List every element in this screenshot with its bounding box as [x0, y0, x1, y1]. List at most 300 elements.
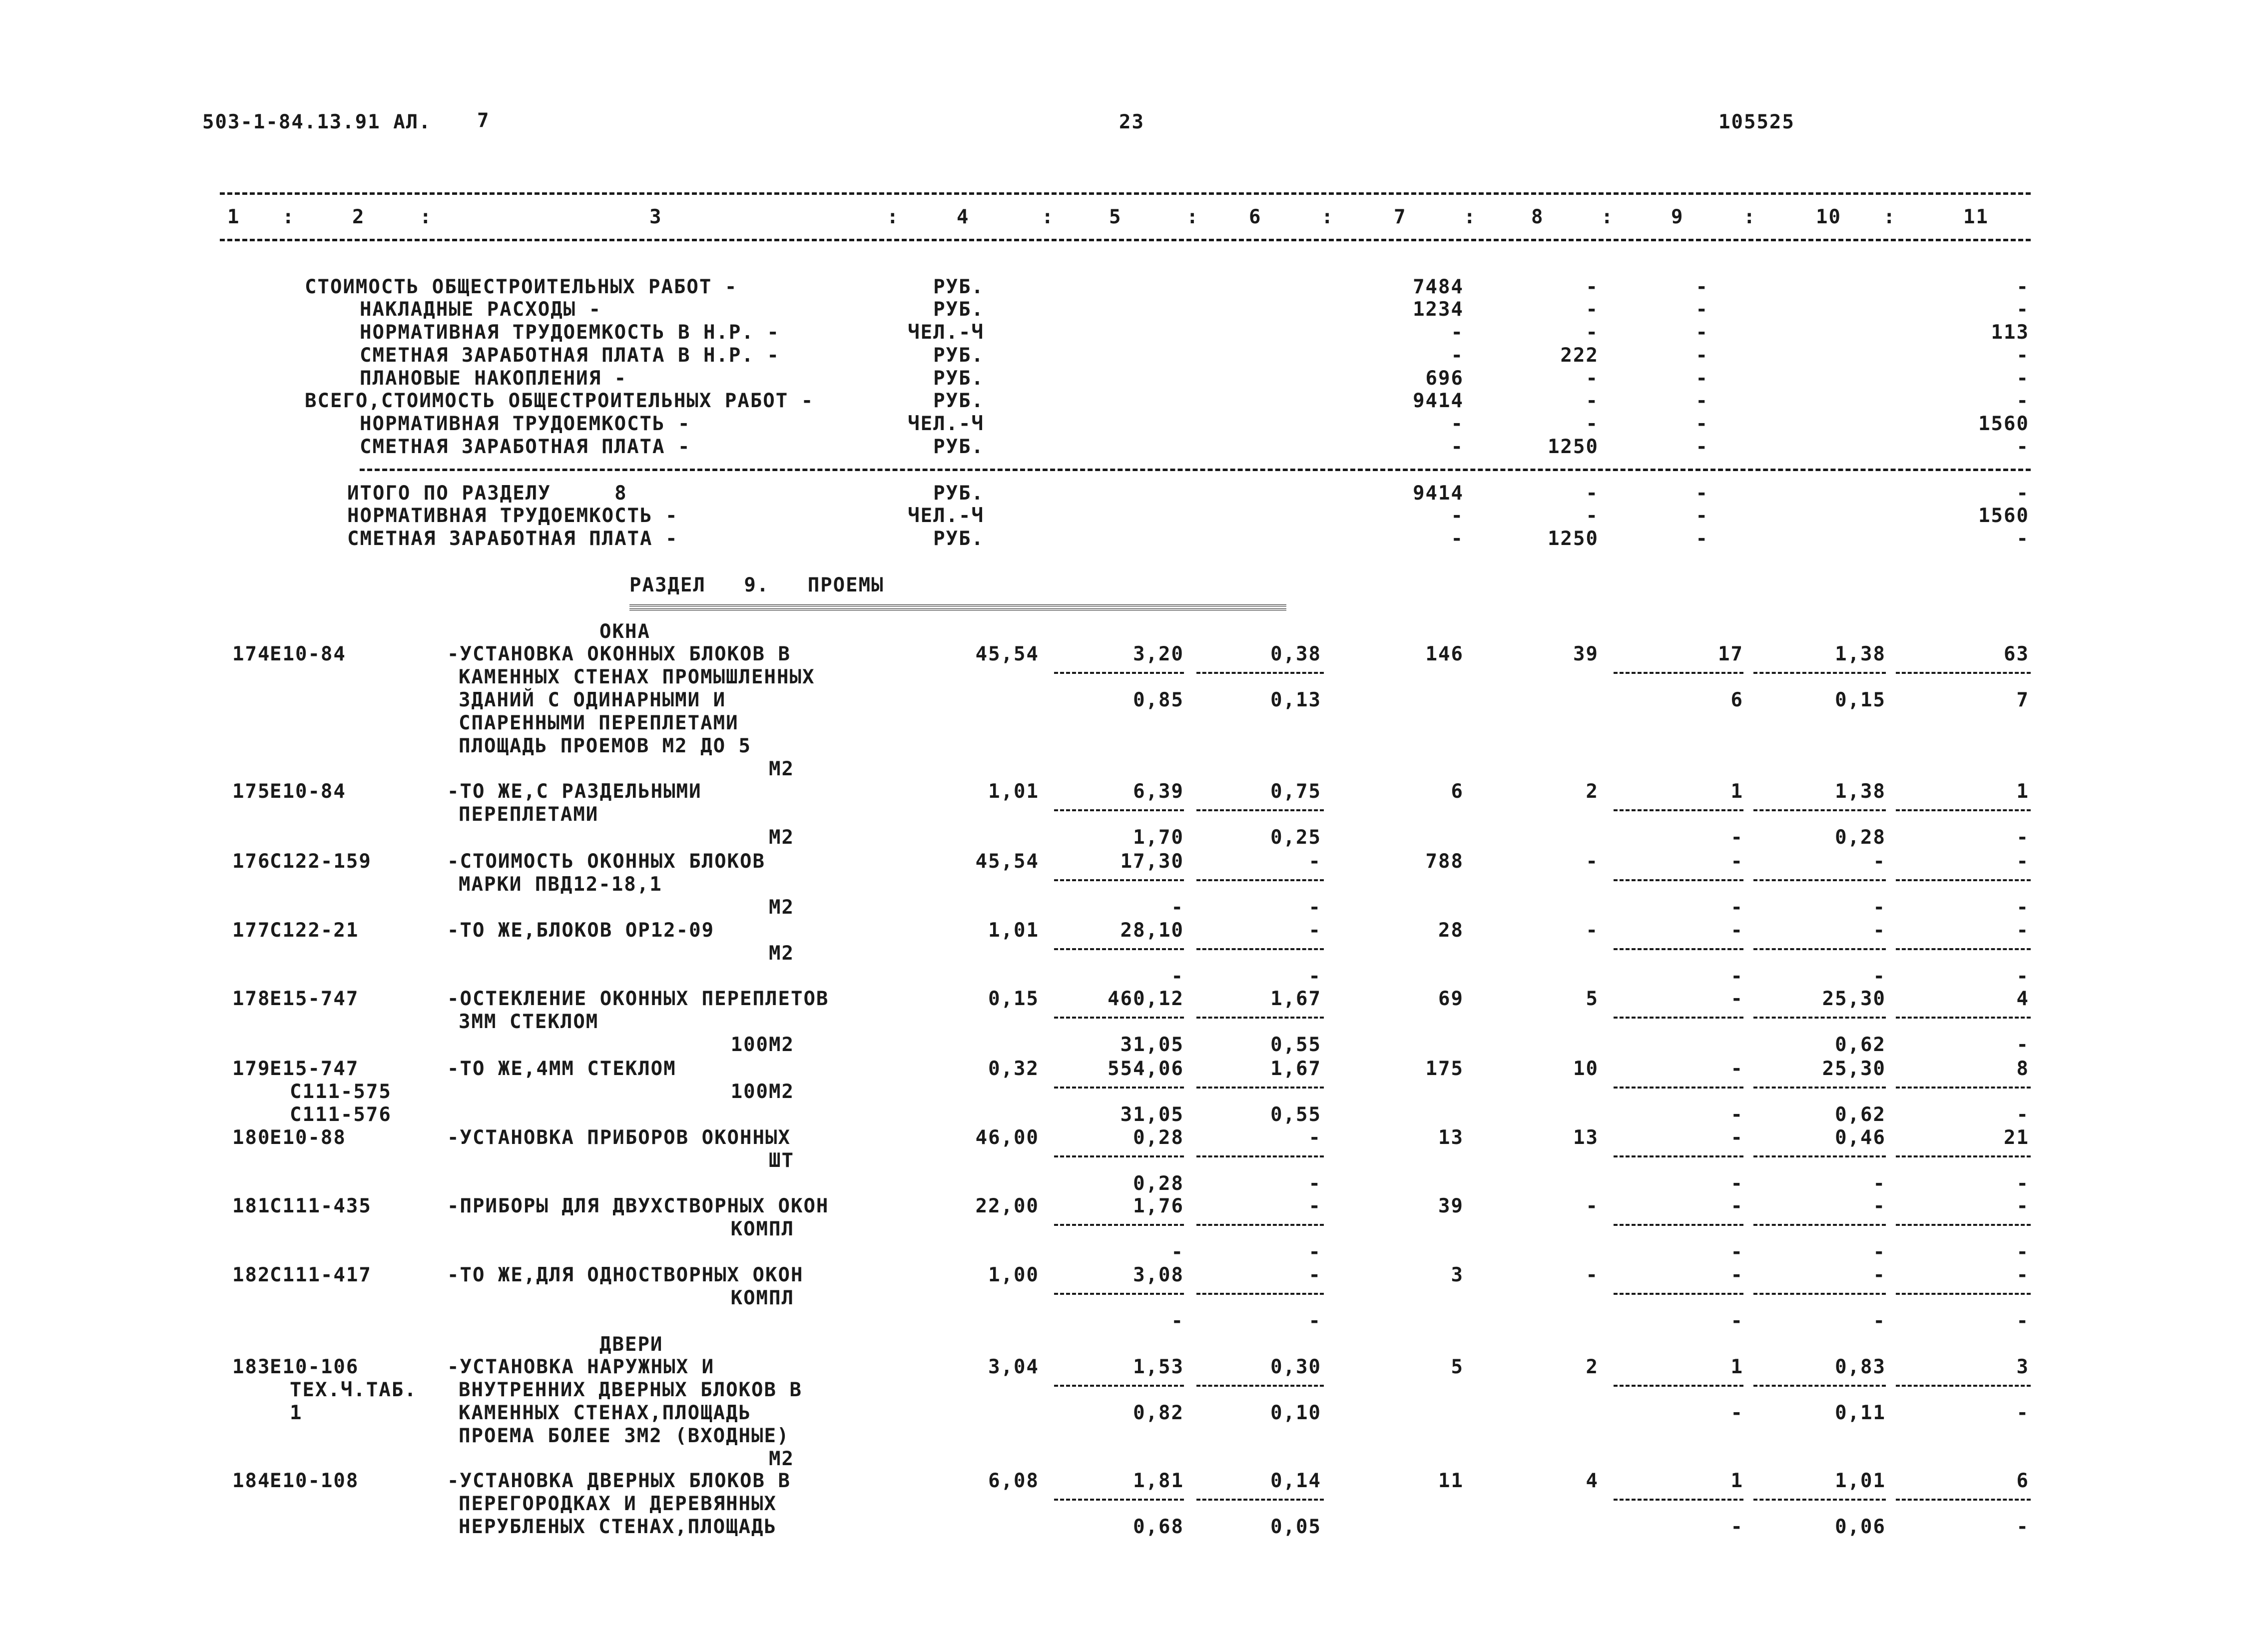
item-unit-wage: 1,67	[1270, 988, 1321, 1010]
column-header: 9	[1671, 206, 1684, 228]
summary-col11: 1560	[1978, 413, 2029, 435]
summary-col8: 1250	[1548, 436, 1599, 458]
column-header: :	[282, 206, 295, 228]
item-unit: КОМПЛ	[730, 1287, 794, 1309]
fraction-rule	[1896, 1385, 2031, 1387]
fraction-rule	[1614, 1155, 1743, 1157]
fraction-rule	[1054, 809, 1184, 811]
item-col9: 1	[1730, 1470, 1743, 1492]
item-unit-wage-lower: 0,05	[1270, 1516, 1321, 1538]
item-col10-lower: 0,15	[1835, 689, 1886, 711]
fraction-rule	[1753, 1017, 1886, 1019]
item-code: 1	[290, 1402, 303, 1424]
subhead-doors: ДВЕРИ	[599, 1333, 663, 1356]
item-code: С111-576	[290, 1103, 392, 1126]
fraction-rule	[1614, 1224, 1743, 1226]
summary-col9: -	[1695, 413, 1708, 435]
section-title: РАЗДЕЛ 9. ПРОЕМЫ	[629, 574, 884, 596]
item-unit: М2	[769, 758, 794, 780]
total-col7: -	[1451, 505, 1464, 527]
item-unit-wage-lower: 0,10	[1270, 1402, 1321, 1424]
item-number: 184	[232, 1470, 271, 1492]
item-unit: 100М2	[730, 1034, 794, 1056]
item-unit-wage-lower: -	[1308, 896, 1321, 919]
item-code: С111-435	[270, 1195, 372, 1217]
item-quantity: 3,04	[988, 1356, 1039, 1378]
item-unit-price: 6,39	[1133, 780, 1184, 803]
total-unit: ЧЕЛ.-Ч	[908, 505, 984, 527]
item-col11: -	[2016, 850, 2029, 873]
item-col9: -	[1730, 850, 1743, 873]
item-description: ПРОЕМА БОЛЕЕ 3М2 (ВХОДНЫЕ)	[459, 1425, 790, 1447]
summary-label: СТОИМОСТЬ ОБЩЕСТРОИТЕЛЬНЫХ РАБОТ -	[305, 276, 738, 298]
fraction-rule	[1896, 809, 2031, 811]
fraction-rule	[1896, 1499, 2031, 1501]
item-total-cost: 175	[1425, 1058, 1464, 1080]
item-col9-lower: -	[1730, 896, 1743, 919]
item-unit-price-lower: -	[1171, 1310, 1184, 1332]
item-total-cost: 11	[1438, 1470, 1464, 1492]
item-total-wage: -	[1586, 850, 1599, 873]
item-unit: М2	[769, 942, 794, 965]
item-number: 175	[232, 780, 271, 803]
item-code: С122-21	[270, 919, 359, 942]
item-quantity: 45,54	[975, 850, 1039, 873]
total-col8: -	[1586, 482, 1599, 505]
fraction-rule	[1896, 1224, 2031, 1226]
item-col11: 63	[2004, 643, 2029, 665]
summary-col8: -	[1586, 321, 1599, 344]
item-total-wage: 13	[1573, 1126, 1599, 1149]
fraction-rule	[1054, 1155, 1184, 1157]
item-total-wage: 10	[1573, 1058, 1599, 1080]
summary-rule	[360, 469, 2031, 471]
item-col11: 1	[2016, 780, 2029, 803]
summary-col8: -	[1586, 298, 1599, 321]
total-col11: 1560	[1978, 505, 2029, 527]
item-col11: 8	[2016, 1058, 2029, 1080]
item-unit-wage: 0,14	[1270, 1470, 1321, 1492]
fraction-rule	[1614, 1499, 1743, 1501]
summary-col7: -	[1451, 321, 1464, 344]
fraction-rule	[1896, 1017, 2031, 1019]
item-col9-lower: -	[1730, 1310, 1743, 1332]
item-unit-wage: 0,30	[1270, 1356, 1321, 1378]
fraction-rule	[1753, 809, 1886, 811]
fraction-rule	[1896, 948, 2031, 950]
summary-col11: 113	[1991, 321, 2029, 344]
item-total-cost: 13	[1438, 1126, 1464, 1149]
fraction-rule	[1196, 672, 1324, 674]
item-unit-wage-lower: 0,55	[1270, 1103, 1321, 1126]
column-header: 11	[1963, 206, 1989, 228]
fraction-rule	[1614, 1385, 1743, 1387]
fraction-rule	[1196, 1017, 1324, 1019]
summary-col7: -	[1451, 344, 1464, 367]
fraction-rule	[1614, 809, 1743, 811]
summary-unit: РУБ.	[933, 367, 984, 390]
summary-col7: 696	[1425, 367, 1464, 390]
item-unit-price-lower: 0,28	[1133, 1172, 1184, 1195]
summary-col8: -	[1586, 367, 1599, 390]
item-description: -ТО ЖЕ,ДЛЯ ОДНОСТВОРНЫХ ОКОН	[447, 1264, 804, 1286]
column-header: :	[420, 206, 433, 228]
item-col9-lower: -	[1730, 1241, 1743, 1263]
column-header: :	[1186, 206, 1199, 228]
item-unit-price: 1,53	[1133, 1356, 1184, 1378]
summary-col7: -	[1451, 436, 1464, 458]
item-quantity: 1,01	[988, 919, 1039, 942]
item-unit-price: 0,28	[1133, 1126, 1184, 1149]
item-total-cost: 69	[1438, 988, 1464, 1010]
item-col11-lower: -	[2016, 1172, 2029, 1195]
column-header: 1	[227, 206, 240, 228]
column-header: 8	[1531, 206, 1544, 228]
item-col11-lower: -	[2016, 896, 2029, 919]
item-col10-lower: 0,06	[1835, 1516, 1886, 1538]
fraction-rule	[1196, 948, 1324, 950]
summary-col7: 9414	[1413, 390, 1464, 412]
item-col9: 17	[1718, 643, 1743, 665]
item-description: ЗДАНИЙ С ОДИНАРНЫМИ И	[459, 689, 726, 711]
item-description: -СТОИМОСТЬ ОКОННЫХ БЛОКОВ	[447, 850, 765, 873]
item-unit-wage: 0,38	[1270, 643, 1321, 665]
item-code: Е10-84	[270, 643, 346, 665]
item-total-cost: 39	[1438, 1195, 1464, 1217]
column-header: :	[1321, 206, 1334, 228]
summary-unit: РУБ.	[933, 390, 984, 412]
fraction-rule	[1054, 1385, 1184, 1387]
fraction-rule	[1896, 1293, 2031, 1295]
column-header: :	[1883, 206, 1896, 228]
item-col10: 25,30	[1822, 988, 1886, 1010]
doc-code: 503-1-84.13.91 АЛ.	[202, 111, 432, 133]
subhead-windows: ОКНА	[599, 620, 650, 643]
item-description: СПАРЕННЫМИ ПЕРЕПЛЕТАМИ	[459, 712, 739, 734]
item-col10-lower: 0,62	[1835, 1103, 1886, 1126]
item-col10: -	[1873, 1195, 1886, 1217]
item-col9-lower: -	[1730, 1103, 1743, 1126]
item-col11: 4	[2016, 988, 2029, 1010]
item-unit-wage-lower: 0,25	[1270, 826, 1321, 849]
item-number: 179	[232, 1058, 271, 1080]
item-col9: -	[1730, 1058, 1743, 1080]
item-number: 182	[232, 1264, 271, 1286]
fraction-rule	[1614, 672, 1743, 674]
item-total-cost: 788	[1425, 850, 1464, 873]
item-quantity: 22,00	[975, 1195, 1039, 1217]
item-unit: М2	[769, 1448, 794, 1470]
item-total-wage: -	[1586, 919, 1599, 942]
fraction-rule	[1614, 1293, 1743, 1295]
item-unit-price-lower: 0,85	[1133, 689, 1184, 711]
item-description: -ПРИБОРЫ ДЛЯ ДВУХСТВОРНЫХ ОКОН	[447, 1195, 829, 1217]
item-total-cost: 146	[1425, 643, 1464, 665]
item-unit-wage-lower: -	[1308, 1172, 1321, 1195]
fraction-rule	[1196, 879, 1324, 881]
summary-col8: -	[1586, 390, 1599, 412]
item-unit: 100М2	[730, 1081, 794, 1103]
summary-col9: -	[1695, 436, 1708, 458]
item-col10-lower: 0,62	[1835, 1034, 1886, 1056]
fraction-rule	[1196, 1385, 1324, 1387]
item-quantity: 0,15	[988, 988, 1039, 1010]
item-quantity: 45,54	[975, 643, 1039, 665]
item-code: Е15-747	[270, 1058, 359, 1080]
item-total-cost: 28	[1438, 919, 1464, 942]
total-col9: -	[1695, 482, 1708, 505]
summary-col9: -	[1695, 276, 1708, 298]
fraction-rule	[1196, 809, 1324, 811]
item-unit-wage: -	[1308, 1126, 1321, 1149]
item-unit-price-lower: -	[1171, 1241, 1184, 1263]
item-unit-wage-lower: 0,13	[1270, 689, 1321, 711]
item-col11-lower: -	[2016, 965, 2029, 988]
item-col11: 3	[2016, 1356, 2029, 1378]
item-unit-price-lower: 0,82	[1133, 1402, 1184, 1424]
item-unit-wage: -	[1308, 919, 1321, 942]
fraction-rule	[1753, 879, 1886, 881]
item-unit: М2	[769, 896, 794, 919]
item-col10: -	[1873, 850, 1886, 873]
column-header: 10	[1816, 206, 1841, 228]
item-quantity: 0,32	[988, 1058, 1039, 1080]
item-number: 181	[232, 1195, 271, 1217]
item-description: -УСТАНОВКА ДВЕРНЫХ БЛОКОВ В	[447, 1470, 791, 1492]
item-total-cost: 6	[1451, 780, 1464, 803]
item-col9-lower: -	[1730, 1516, 1743, 1538]
fraction-rule	[1196, 1499, 1324, 1501]
item-description: 3ММ СТЕКЛОМ	[459, 1011, 599, 1033]
item-col11: -	[2016, 1195, 2029, 1217]
item-total-cost: 5	[1451, 1356, 1464, 1378]
item-col10-lower: -	[1873, 1241, 1886, 1263]
page-number: 23	[1119, 111, 1144, 133]
item-col11-lower: -	[2016, 1103, 2029, 1126]
item-col9-lower: -	[1730, 965, 1743, 988]
summary-unit: РУБ.	[933, 436, 984, 458]
fraction-rule	[1054, 879, 1184, 881]
item-col10-lower: -	[1873, 1310, 1886, 1332]
item-quantity: 6,08	[988, 1470, 1039, 1492]
item-code: С111-417	[270, 1264, 372, 1286]
summary-label: НОРМАТИВНАЯ ТРУДОЕМКОСТЬ В Н.Р. -	[360, 321, 780, 344]
item-unit-price: 17,30	[1120, 850, 1184, 873]
column-header: 2	[352, 206, 365, 228]
item-quantity: 1,01	[988, 780, 1039, 803]
fraction-rule	[1196, 1087, 1324, 1089]
fraction-rule	[1753, 948, 1886, 950]
fraction-rule	[1896, 879, 2031, 881]
fraction-rule	[1054, 1017, 1184, 1019]
item-unit-wage-lower: -	[1308, 1241, 1321, 1263]
item-col10: 1,38	[1835, 643, 1886, 665]
summary-col9: -	[1695, 390, 1708, 412]
item-total-wage: 5	[1586, 988, 1599, 1010]
section-underline	[629, 604, 1286, 610]
item-unit-wage: 1,67	[1270, 1058, 1321, 1080]
item-description: ВНУТРЕННИХ ДВЕРНЫХ БЛОКОВ В	[459, 1379, 802, 1401]
summary-unit: ЧЕЛ.-Ч	[908, 321, 984, 344]
fraction-rule	[1753, 1224, 1886, 1226]
item-total-wage: -	[1586, 1195, 1599, 1217]
summary-label: СМЕТНАЯ ЗАРАБОТНАЯ ПЛАТА -	[360, 436, 691, 458]
summary-unit: РУБ.	[933, 298, 984, 321]
item-unit-price-lower: -	[1171, 896, 1184, 919]
item-unit-price: 554,06	[1108, 1058, 1184, 1080]
fraction-rule	[1753, 1293, 1886, 1295]
summary-unit: РУБ.	[933, 276, 984, 298]
summary-col11: -	[2016, 367, 2029, 390]
fraction-rule	[1054, 948, 1184, 950]
item-code: ТЕХ.Ч.ТАБ.	[290, 1379, 417, 1401]
item-description: ПЕРЕГОРОДКАХ И ДЕРЕВЯННЫХ	[459, 1493, 777, 1515]
item-col11: 6	[2016, 1470, 2029, 1492]
fraction-rule	[1614, 1087, 1743, 1089]
item-col10: -	[1873, 919, 1886, 942]
item-col11-lower: 7	[2016, 689, 2029, 711]
item-total-wage: 2	[1586, 780, 1599, 803]
summary-col11: -	[2016, 436, 2029, 458]
item-unit-price-lower: 31,05	[1120, 1103, 1184, 1126]
item-total-wage: 4	[1586, 1470, 1599, 1492]
item-description: -УСТАНОВКА ПРИБОРОВ ОКОННЫХ	[447, 1126, 791, 1149]
item-number: 174	[232, 643, 271, 665]
fraction-rule	[1196, 1224, 1324, 1226]
summary-col9: -	[1695, 367, 1708, 390]
item-unit-price-lower: 1,70	[1133, 826, 1184, 849]
fraction-rule	[1054, 1499, 1184, 1501]
item-total-wage: 39	[1573, 643, 1599, 665]
column-header: 4	[957, 206, 970, 228]
summary-col8: 222	[1560, 344, 1599, 367]
summary-label: НОРМАТИВНАЯ ТРУДОЕМКОСТЬ -	[360, 413, 691, 435]
total-unit: РУБ.	[933, 482, 984, 505]
total-col8: 1250	[1548, 528, 1599, 550]
item-total-wage: 2	[1586, 1356, 1599, 1378]
item-code: Е10-88	[270, 1126, 346, 1149]
column-header: 6	[1249, 206, 1262, 228]
total-col7: -	[1451, 528, 1464, 550]
item-description: КАМЕННЫХ СТЕНАХ ПРОМЫШЛЕННЫХ	[459, 666, 815, 688]
item-unit-price: 28,10	[1120, 919, 1184, 942]
fraction-rule	[1753, 672, 1886, 674]
item-col10: 1,01	[1835, 1470, 1886, 1492]
item-unit-wage: -	[1308, 1195, 1321, 1217]
total-col11: -	[2016, 482, 2029, 505]
item-unit-price-lower: 31,05	[1120, 1034, 1184, 1056]
item-description: -УСТАНОВКА ОКОННЫХ БЛОКОВ В	[447, 643, 791, 665]
item-col10-lower: 0,11	[1835, 1402, 1886, 1424]
item-unit-price-lower: 0,68	[1133, 1516, 1184, 1538]
total-unit: РУБ.	[933, 528, 984, 550]
fraction-rule	[1196, 1155, 1324, 1157]
table-header-rule	[220, 239, 2031, 241]
fraction-rule	[1054, 1087, 1184, 1089]
item-col11: -	[2016, 919, 2029, 942]
item-number: 180	[232, 1126, 271, 1149]
total-col8: -	[1586, 505, 1599, 527]
item-col11-lower: -	[2016, 1516, 2029, 1538]
column-header: 3	[649, 206, 662, 228]
item-code: Е10-106	[270, 1356, 359, 1378]
item-unit-price: 1,81	[1133, 1470, 1184, 1492]
fraction-rule	[1054, 672, 1184, 674]
item-code: С122-159	[270, 850, 372, 873]
item-col9: -	[1730, 1195, 1743, 1217]
item-col9: -	[1730, 988, 1743, 1010]
item-unit: М2	[769, 826, 794, 849]
item-description: -ОСТЕКЛЕНИЕ ОКОННЫХ ПЕРЕПЛЕТОВ	[447, 988, 829, 1010]
item-unit-price: 3,08	[1133, 1264, 1184, 1286]
item-unit-price-lower: -	[1171, 965, 1184, 988]
summary-label: ПЛАНОВЫЕ НАКОПЛЕНИЯ -	[360, 367, 627, 390]
item-description: ПЕРЕПЛЕТАМИ	[459, 803, 599, 826]
fraction-rule	[1753, 1385, 1886, 1387]
item-number: 183	[232, 1356, 271, 1378]
item-description: ПЛОЩАДЬ ПРОЕМОВ М2 ДО 5	[459, 735, 752, 757]
total-label: ИТОГО ПО РАЗДЕЛУ 8	[347, 482, 627, 505]
item-col9: -	[1730, 919, 1743, 942]
column-header: :	[1743, 206, 1756, 228]
fraction-rule	[1753, 1087, 1886, 1089]
item-code: С111-575	[290, 1081, 392, 1103]
item-unit: КОМПЛ	[730, 1218, 794, 1240]
doc-number: 105525	[1718, 111, 1795, 133]
summary-col11: -	[2016, 390, 2029, 412]
summary-col11: -	[2016, 344, 2029, 367]
summary-label: НАКЛАДНЫЕ РАСХОДЫ -	[360, 298, 602, 321]
table-top-rule	[220, 192, 2031, 195]
item-unit-wage-lower: 0,55	[1270, 1034, 1321, 1056]
total-label: НОРМАТИВНАЯ ТРУДОЕМКОСТЬ -	[347, 505, 678, 527]
fraction-rule	[1054, 1224, 1184, 1226]
fraction-rule	[1614, 879, 1743, 881]
item-col9: -	[1730, 1264, 1743, 1286]
item-unit-price: 460,12	[1108, 988, 1184, 1010]
item-col10: 25,30	[1822, 1058, 1886, 1080]
summary-col9: -	[1695, 298, 1708, 321]
item-col9-lower: -	[1730, 826, 1743, 849]
summary-label: СМЕТНАЯ ЗАРАБОТНАЯ ПЛАТА В Н.Р. -	[360, 344, 780, 367]
item-description: -ТО ЖЕ,4ММ СТЕКЛОМ	[447, 1058, 676, 1080]
item-total-cost: 3	[1451, 1264, 1464, 1286]
summary-label: ВСЕГО,СТОИМОСТЬ ОБЩЕСТРОИТЕЛЬНЫХ РАБОТ -	[305, 390, 814, 412]
item-col11: -	[2016, 1264, 2029, 1286]
item-description: МАРКИ ПВД12-18,1	[459, 873, 662, 896]
fraction-rule	[1614, 948, 1743, 950]
total-col7: 9414	[1413, 482, 1464, 505]
summary-col8: -	[1586, 413, 1599, 435]
item-col10: -	[1873, 1264, 1886, 1286]
sheet-number: 7	[477, 109, 490, 132]
fraction-rule	[1614, 1017, 1743, 1019]
item-col11: 21	[2004, 1126, 2029, 1149]
summary-col7: -	[1451, 413, 1464, 435]
item-unit-wage: 0,75	[1270, 780, 1321, 803]
item-unit: ШТ	[769, 1149, 794, 1172]
item-number: 177	[232, 919, 271, 942]
fraction-rule	[1896, 1087, 2031, 1089]
total-col9: -	[1695, 528, 1708, 550]
item-unit-price: 1,76	[1133, 1195, 1184, 1217]
item-col11-lower: -	[2016, 1241, 2029, 1263]
column-header: :	[1601, 206, 1614, 228]
item-unit-wage-lower: -	[1308, 965, 1321, 988]
summary-col9: -	[1695, 321, 1708, 344]
item-quantity: 1,00	[988, 1264, 1039, 1286]
item-description: -ТО ЖЕ,С РАЗДЕЛЬНЫМИ	[447, 780, 702, 803]
